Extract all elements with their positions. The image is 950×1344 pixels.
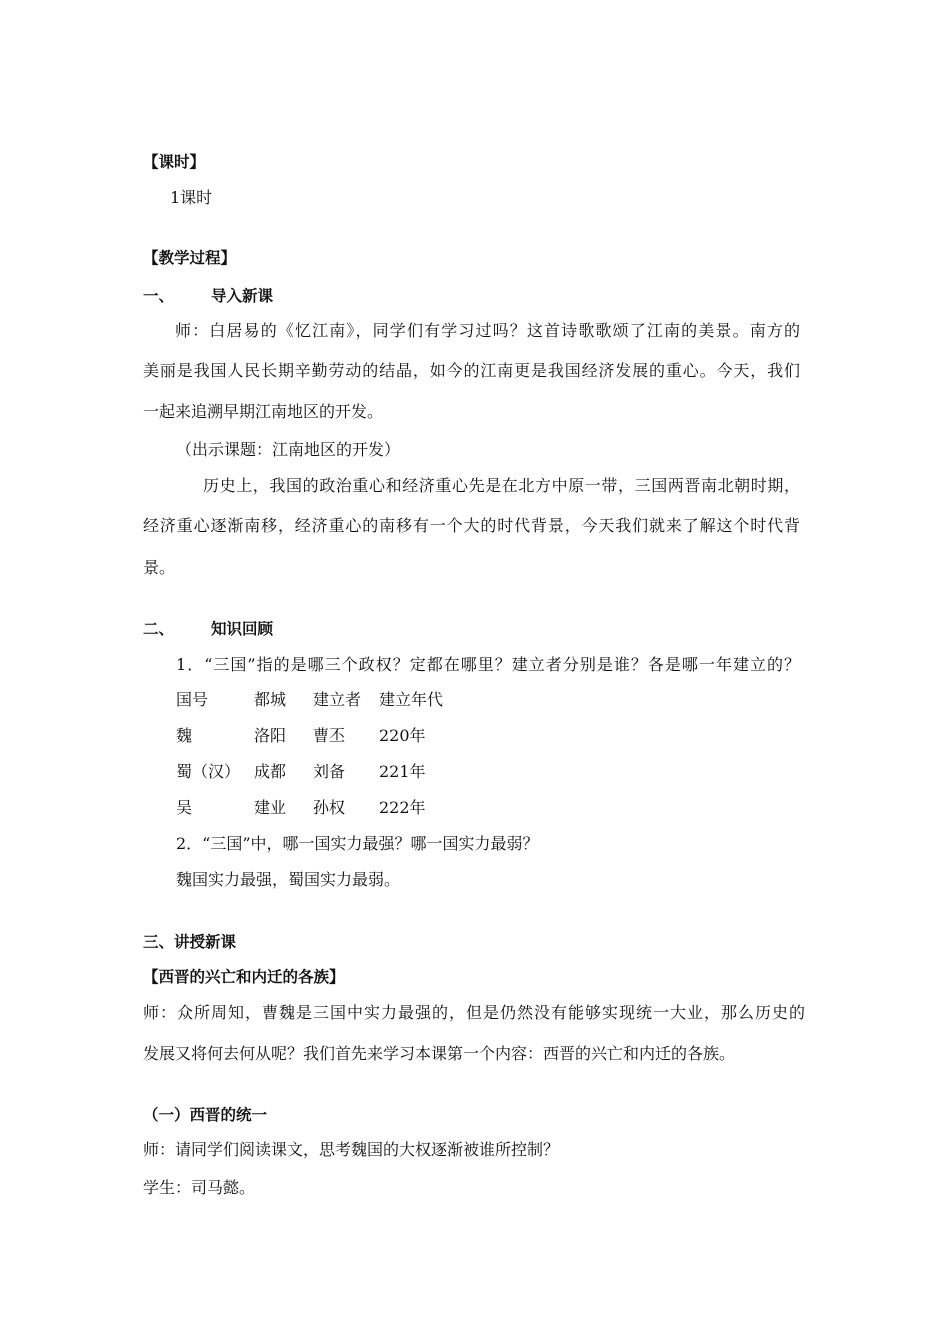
part1-paragraph2-line: 景。 xyxy=(143,558,176,577)
part3-paragraph-line: 发展又将何去何从呢？我们首先来学习本课第一个内容：西晋的兴亡和内迁的各族。 xyxy=(143,1044,736,1063)
table-cell: 成都 xyxy=(254,762,287,781)
table-cell: 刘备 xyxy=(313,762,346,781)
table-cell: 曹丕 xyxy=(313,726,346,745)
table-cell: 建业 xyxy=(254,798,287,817)
part2-number: 二、 xyxy=(143,620,175,638)
table-header-cell: 建立年代 xyxy=(379,690,444,709)
part1-paragraph-line: 美丽是我国人民长期辛勤劳动的结晶，如今的江南更是我国经济发展的重心。今天，我们 xyxy=(143,361,800,380)
table-cell: 蜀（汉） xyxy=(176,762,241,781)
table-cell: 222年 xyxy=(379,798,426,817)
part1-number: 一、 xyxy=(143,287,175,305)
table-header-cell: 都城 xyxy=(254,690,287,709)
part1-title: 导入新课 xyxy=(211,287,274,305)
table-cell: 魏 xyxy=(176,726,193,745)
question-2: 2．“三国”中，哪一国实力最强？哪一国实力最弱？ xyxy=(176,834,539,853)
section-heading-keshi: 【课时】 xyxy=(143,153,206,171)
part1-paragraph-line: 师：白居易的《忆江南》，同学们有学习过吗？这首诗歌歌颂了江南的美景。南方的 xyxy=(175,321,800,340)
sub1-student-line: 学生：司马懿。 xyxy=(143,1178,256,1197)
sub1-teacher-line: 师：请同学们阅读课文，思考魏国的大权逐渐被谁所控制？ xyxy=(143,1140,560,1159)
part3-paragraph-line: 师：众所周知，曹魏是三国中实力最强的，但是仍然没有能够实现统一大业，那么历史的 xyxy=(143,1003,805,1022)
section-heading-process: 【教学过程】 xyxy=(143,249,237,267)
keshi-content: 1课时 xyxy=(170,188,213,207)
table-cell: 221年 xyxy=(379,762,426,781)
part1-paragraph2-line: 经济重心逐渐南移，经济重心的南移有一个大的时代背景，今天我们就来了解这个时代背 xyxy=(143,516,800,535)
part1-paragraph-line: 一起来追溯早期江南地区的开发。 xyxy=(143,402,384,421)
part1-paragraph2-line: 历史上，我国的政治重心和经济重心先是在北方中原一带，三国两晋南北朝时期， xyxy=(203,476,800,495)
part1-note: （出示课题：江南地区的开发） xyxy=(176,440,401,459)
answer-2: 魏国实力最强，蜀国实力最弱。 xyxy=(176,870,401,889)
part2-title: 知识回顾 xyxy=(211,620,274,638)
question-1: 1．“三国”指的是哪三个政权？定都在哪里？建立者分别是谁？各是哪一年建立的？ xyxy=(176,655,800,674)
table-header-cell: 建立者 xyxy=(313,690,362,709)
table-cell: 孙权 xyxy=(313,798,346,817)
table-cell: 洛阳 xyxy=(254,726,287,745)
part3-subheading: 【西晋的兴亡和内迁的各族】 xyxy=(143,968,345,986)
table-cell: 吴 xyxy=(176,798,193,817)
table-cell: 220年 xyxy=(379,726,426,745)
part3-title: 三、讲授新课 xyxy=(143,933,237,951)
sub1-title: （一）西晋的统一 xyxy=(143,1106,268,1124)
table-header-cell: 国号 xyxy=(176,690,209,709)
